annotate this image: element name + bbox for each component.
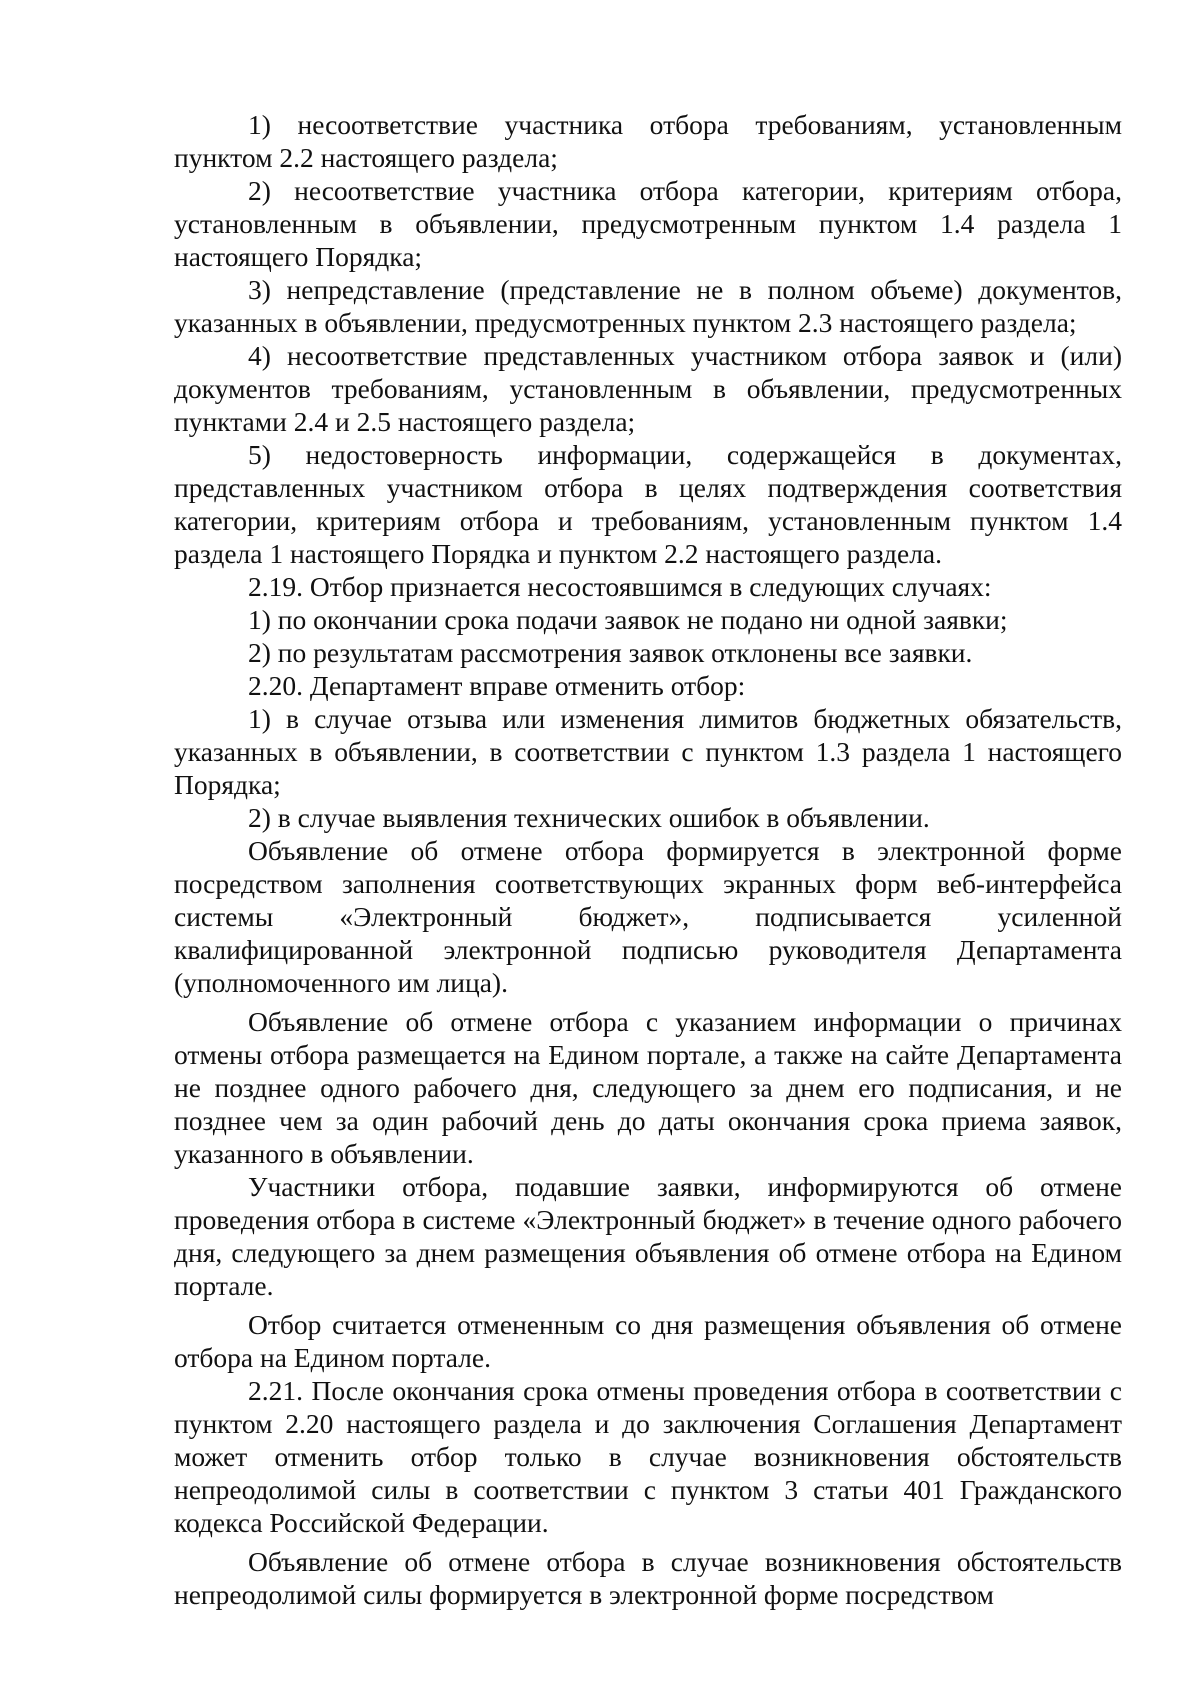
paragraph-cancel-case-2: 2) в случае выявления технических ошибок в объявлении. <box>248 802 930 833</box>
paragraph-force-majeure-notice: Объявление об отмене отбора в случае возникновения обстоятельств непреодолимой силы формируется в электронной форме посредством <box>174 1546 1122 1610</box>
document-page <box>174 108 1122 1611</box>
paragraph-clause-2-19: 2.19. Отбор признается несостоявшимся в следующих случаях: <box>248 571 992 602</box>
paragraph-failed-selection-case-2: 2) по результатам рассмотрения заявок отклонены все заявки. <box>248 637 973 668</box>
paragraph-rejection-reason-1: 1) несоответствие участника отбора требованиям, установленным пунктом 2.2 настоящего раздела; <box>174 109 1122 173</box>
paragraph-rejection-reason-4: 4) несоответствие представленных участником отбора заявок и (или) документов требованиям, установленным в объявлении, предусмотренных пунктами 2.4 и 2.5 настоящего раздела; <box>174 340 1122 437</box>
paragraph-participants-informed: Участники отбора, подавшие заявки, информируются об отмене проведения отбора в системе «Электронный бюджет» в течение одного рабочего дня, следующего за днем размещения объявления об отмене отбора на Едином портале. <box>174 1171 1122 1301</box>
paragraph-cancellation-effective: Отбор считается отмененным со дня размещения объявления об отмене отбора на Едином портале. <box>174 1309 1122 1373</box>
paragraph-cancel-notice-form: Объявление об отмене отбора формируется в электронной форме посредством заполнения соответствующих экранных форм веб-интерфейса системы «Электронный бюджет», подписывается усиленной квалифицированной электронной подписью руководителя Департамента (уполномоченного им лица). <box>174 835 1122 998</box>
paragraph-rejection-reason-3: 3) непредставление (представление не в полном объеме) документов, указанных в объявлении, предусмотренных пунктом 2.3 настоящего раздела; <box>174 274 1122 338</box>
paragraph-rejection-reason-5: 5) недостоверность информации, содержащейся в документах, представленных участником отбора в целях подтверждения соответствия категории, критериям отбора и требованиям, установленным пунктом 1.4 раздела 1 настоящего Порядка и пунктом 2.2 настоящего раздела. <box>174 439 1122 569</box>
paragraph-clause-2-21: 2.21. После окончания срока отмены проведения отбора в соответствии с пунктом 2.20 настоящего раздела и до заключения Соглашения Департамент может отменить отбор только в случае возникновения обстоятельств непреодолимой силы в соответствии с пунктом 3 статьи 401 Гражданского кодекса Российской Федерации. <box>174 1375 1122 1538</box>
paragraph-failed-selection-case-1: 1) по окончании срока подачи заявок не подано ни одной заявки; <box>248 604 1008 635</box>
paragraph-cancel-case-1: 1) в случае отзыва или изменения лимитов бюджетных обязательств, указанных в объявлении, в соответствии с пунктом 1.3 раздела 1 настоящего Порядка; <box>174 703 1122 800</box>
paragraph-cancel-notice-publication: Объявление об отмене отбора с указанием информации о причинах отмены отбора размещается на Едином портале, а также на сайте Департамента не позднее одного рабочего дня, следующего за днем его подписания, и не позднее чем за один рабочий день до даты окончания срока приема заявок, указанного в объявлении. <box>174 1006 1122 1169</box>
paragraph-rejection-reason-2: 2) несоответствие участника отбора категории, критериям отбора, установленным в объявлении, предусмотренным пунктом 1.4 раздела 1 настоящего Порядка; <box>174 175 1122 272</box>
paragraph-clause-2-20: 2.20. Департамент вправе отменить отбор: <box>248 670 746 701</box>
